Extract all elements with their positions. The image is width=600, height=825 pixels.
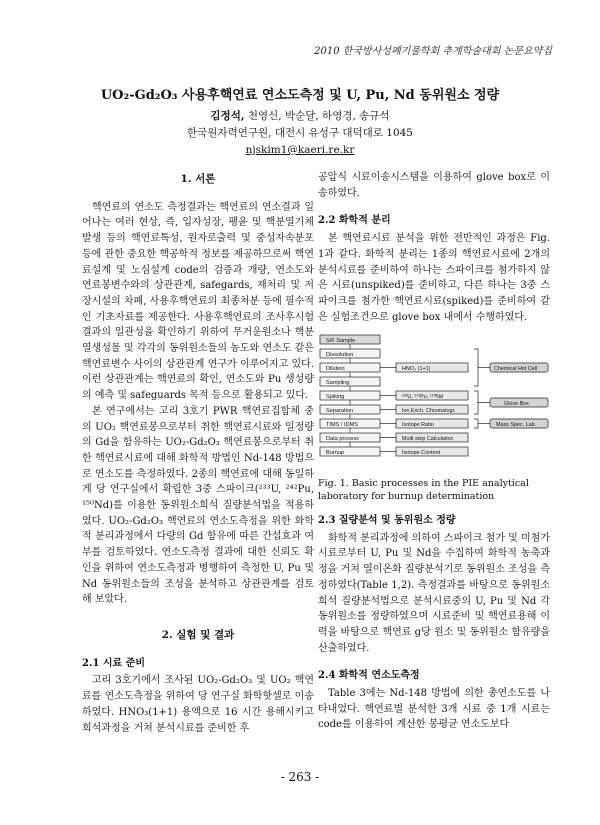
paragraph-sample-prep: 고리 3호기에서 조사된 UO₂-Gd₂O₃ 및 UO₂ 핵연료를 연소도측정을 위하여 당 연구실 화학핫셀로 이송하였다. HNO₃(1+1) 용액으로 16 시간 용해시키고 희석과정을 거쳐 분석시료를 준비한 후 [82,675,314,734]
region-brackets [474,349,490,428]
mid-label-multistep: Multi-step Calculation [402,436,454,443]
mid-label-spikes: ²³³U, ²⁴²Pu, ¹⁵⁰Nd [402,394,443,401]
subsection-heading-separation: 2.2 화학적 분리 [318,215,391,227]
lead-author: 김정석, [210,110,245,122]
mid-label-isotope-content: Isotope Content [402,450,441,457]
mid-label-hno3: HNO₃ (1+1) [402,366,431,373]
co-authors: 천영신, 박순달, 하영경, 송규석 [244,110,390,122]
paragraph-intro-1: 핵연료의 연소도 측정결과는 핵연료의 연소결과 일어나는 여러 현상, 즉, 입자성장, 팽윤 및 핵분열기체발생 등의 핵연료특성, 원자로출력 및 중성자속분포 등에 관한 중요한 핵공학적 정보를 제공하므로써 핵연료설계 및 노심설계 code의 검증과 개량, 연소도와 연료봉변수와의 상관관계, safegards, 재처리 및 저장시설의 차폐, 사용후핵연료의 최종처분 등에 필수적인 기초자료를 제공한다. 사용후핵연료의 조사후시험 결과의 일관성을 확인하기 위하여 무거운원소나 핵분열생성물 및 각각의 동위원소들의 농도와 연소도 같은 핵연료변수 사이의 상관관계 연구가 이루어지고 있다. 이런 상관관계는 핵연료의 확인, 연소도와 Pu 생성량의 예측 및 safeguards 목적 등으로 활용되고 있다. [82,201,314,402]
step-label-dilution: Dilution [326,366,345,373]
paragraph-burnup: Table 3에는 Nd-148 방법에 의한 총연소도를 나타내었다. 핵연료별 분석한 3개 시료 중 1개 시료는 code를 이용하여 계산한 봉평균 연소도보다 [318,688,550,731]
step-label-separation: Separation [326,408,354,415]
step-label-data-process: Data process [326,436,359,443]
step-label-dissolution: Dissolution [326,352,354,359]
subsection-heading-burnup: 2.4 화학적 연소도측정 [318,670,420,682]
middle-labels [402,366,456,456]
process-flow-diagram [318,333,550,465]
step-label-spiking: Spiking [326,394,345,401]
process-flow-figure [318,333,550,471]
paragraph-sample-prep-cont: 공압식 시료이송시스템을 이용하여 glove box로 이송하였다. [318,172,550,199]
paragraph-mass-spec: 화학적 분리과정에 의하여 스파이크 첨가 및 미첨가시료로부터 U, Pu 및 Nd을 수집하여 화학적 농축과정을 거쳐 열이온화 질량분석기로 동위원소 조성을 측정하였다(Table 1,2). 측정결과를 바탕으로 동위원소희석 질량분석법으로 분석시료중의 U, Pu 및 Nd 각 동위원소를 정량하였으며 시료준비 및 핵연료용해 이력을 바탕으로 핵연료 g당 원소 및 동위원소 함유량을 산출하였다. [318,532,550,654]
step-label-burnup: Burnup [326,450,345,457]
region-boxes [490,363,548,428]
region-label-mass-spec: Mass Spec. Lab. [496,422,537,429]
paragraph-separation: 본 핵연료시료 분석을 위한 전반적인 과정은 Fig. 1과 같다. 화학적 분리는 1종의 핵연료시료에 2개의 분석시료를 준비하여 하나는 스파이크를 첨가하지 않은 시료(unspiked)를 준비하고, 다른 하나는 3중 스파이크를 첨가한 핵연료시료(spiked)를 준비하여 같은 실험조건으로 glove box 내에서 수행하였다. [318,233,550,323]
mid-label-isotope-ratio: Isotope Ratio [402,422,434,429]
paper-title: UO₂-Gd₂O₃ 사용후핵연료 연소도측정 및 U, Pu, Nd 동위원소 정량 [100,88,500,103]
section-heading-experiment: 2. 실험 및 결과 [161,628,235,641]
step-label-sampling: Sampling [326,380,350,387]
author-email[interactable]: njskim1@kaeri.re.kr [245,144,355,156]
figure-caption: Fig. 1. Basic processes in the PIE analytical laboratory for burnup determination [318,478,529,503]
step-label-tims: TIMS / IDMS [326,422,359,429]
author-names [0,108,600,125]
mid-label-ion-exchange: Ion Exch. Chromatogr. [402,408,456,415]
right-column [318,170,550,733]
author-block [0,108,600,159]
paragraph-intro-2: 본 연구에서는 고리 3호기 PWR 핵연료집합체 중의 UO₂ 핵연료봉으로부터 취한 핵연료시료와 일정량의 Gd을 함유하는 UO₂-Gd₂O₃ 핵연료봉으로부터 취한 핵연료시료에 대해 화학적 방법인 Nd-148 방법으로 연소도를 측정하였다. 2종의 핵연료에 대해 동일하게 당 연구실에서 확립한 3중 스파이크(²³³U, ²⁴²Pu, ¹⁵⁰Nd)를 이용한 동위원소희석 질량분석법을 적용하였다. UO₂-Gd₂O₃ 핵연료의 연소도측정을 위한 화학적 분리과정에서 다량의 Gd 함유에 따른 간섭효과 여부를 검토하였다. 연소도측정 결과에 대한 신뢰도 확인을 위하여 연소도측정과 병행하여 측정한 U, Pu 및 Nd 동위원소들의 조성을 분석하고 상관관계를 검토해 보았다. [82,405,314,606]
left-column [82,170,314,736]
region-label-glove-box: Glove Box [504,401,529,408]
affiliation: 한국원자력연구원, 대전시 유성구 대덕대로 1045 [187,127,413,139]
running-header: 2010 한국방사성폐기물학회 추계학술대회 논문요약집 [314,46,552,57]
subsection-heading-sample-prep: 2.1 시료 준비 [82,657,146,669]
region-label-hot-cell: Chemical Hot Cell [494,366,538,373]
subsection-heading-mass-spec: 2.3 질량분석 및 동위원소 정량 [318,515,456,527]
page-number: - 263 - [280,770,320,784]
step-label-sample: S/F Sample [326,338,356,345]
section-heading-intro: 1. 서론 [180,173,216,185]
